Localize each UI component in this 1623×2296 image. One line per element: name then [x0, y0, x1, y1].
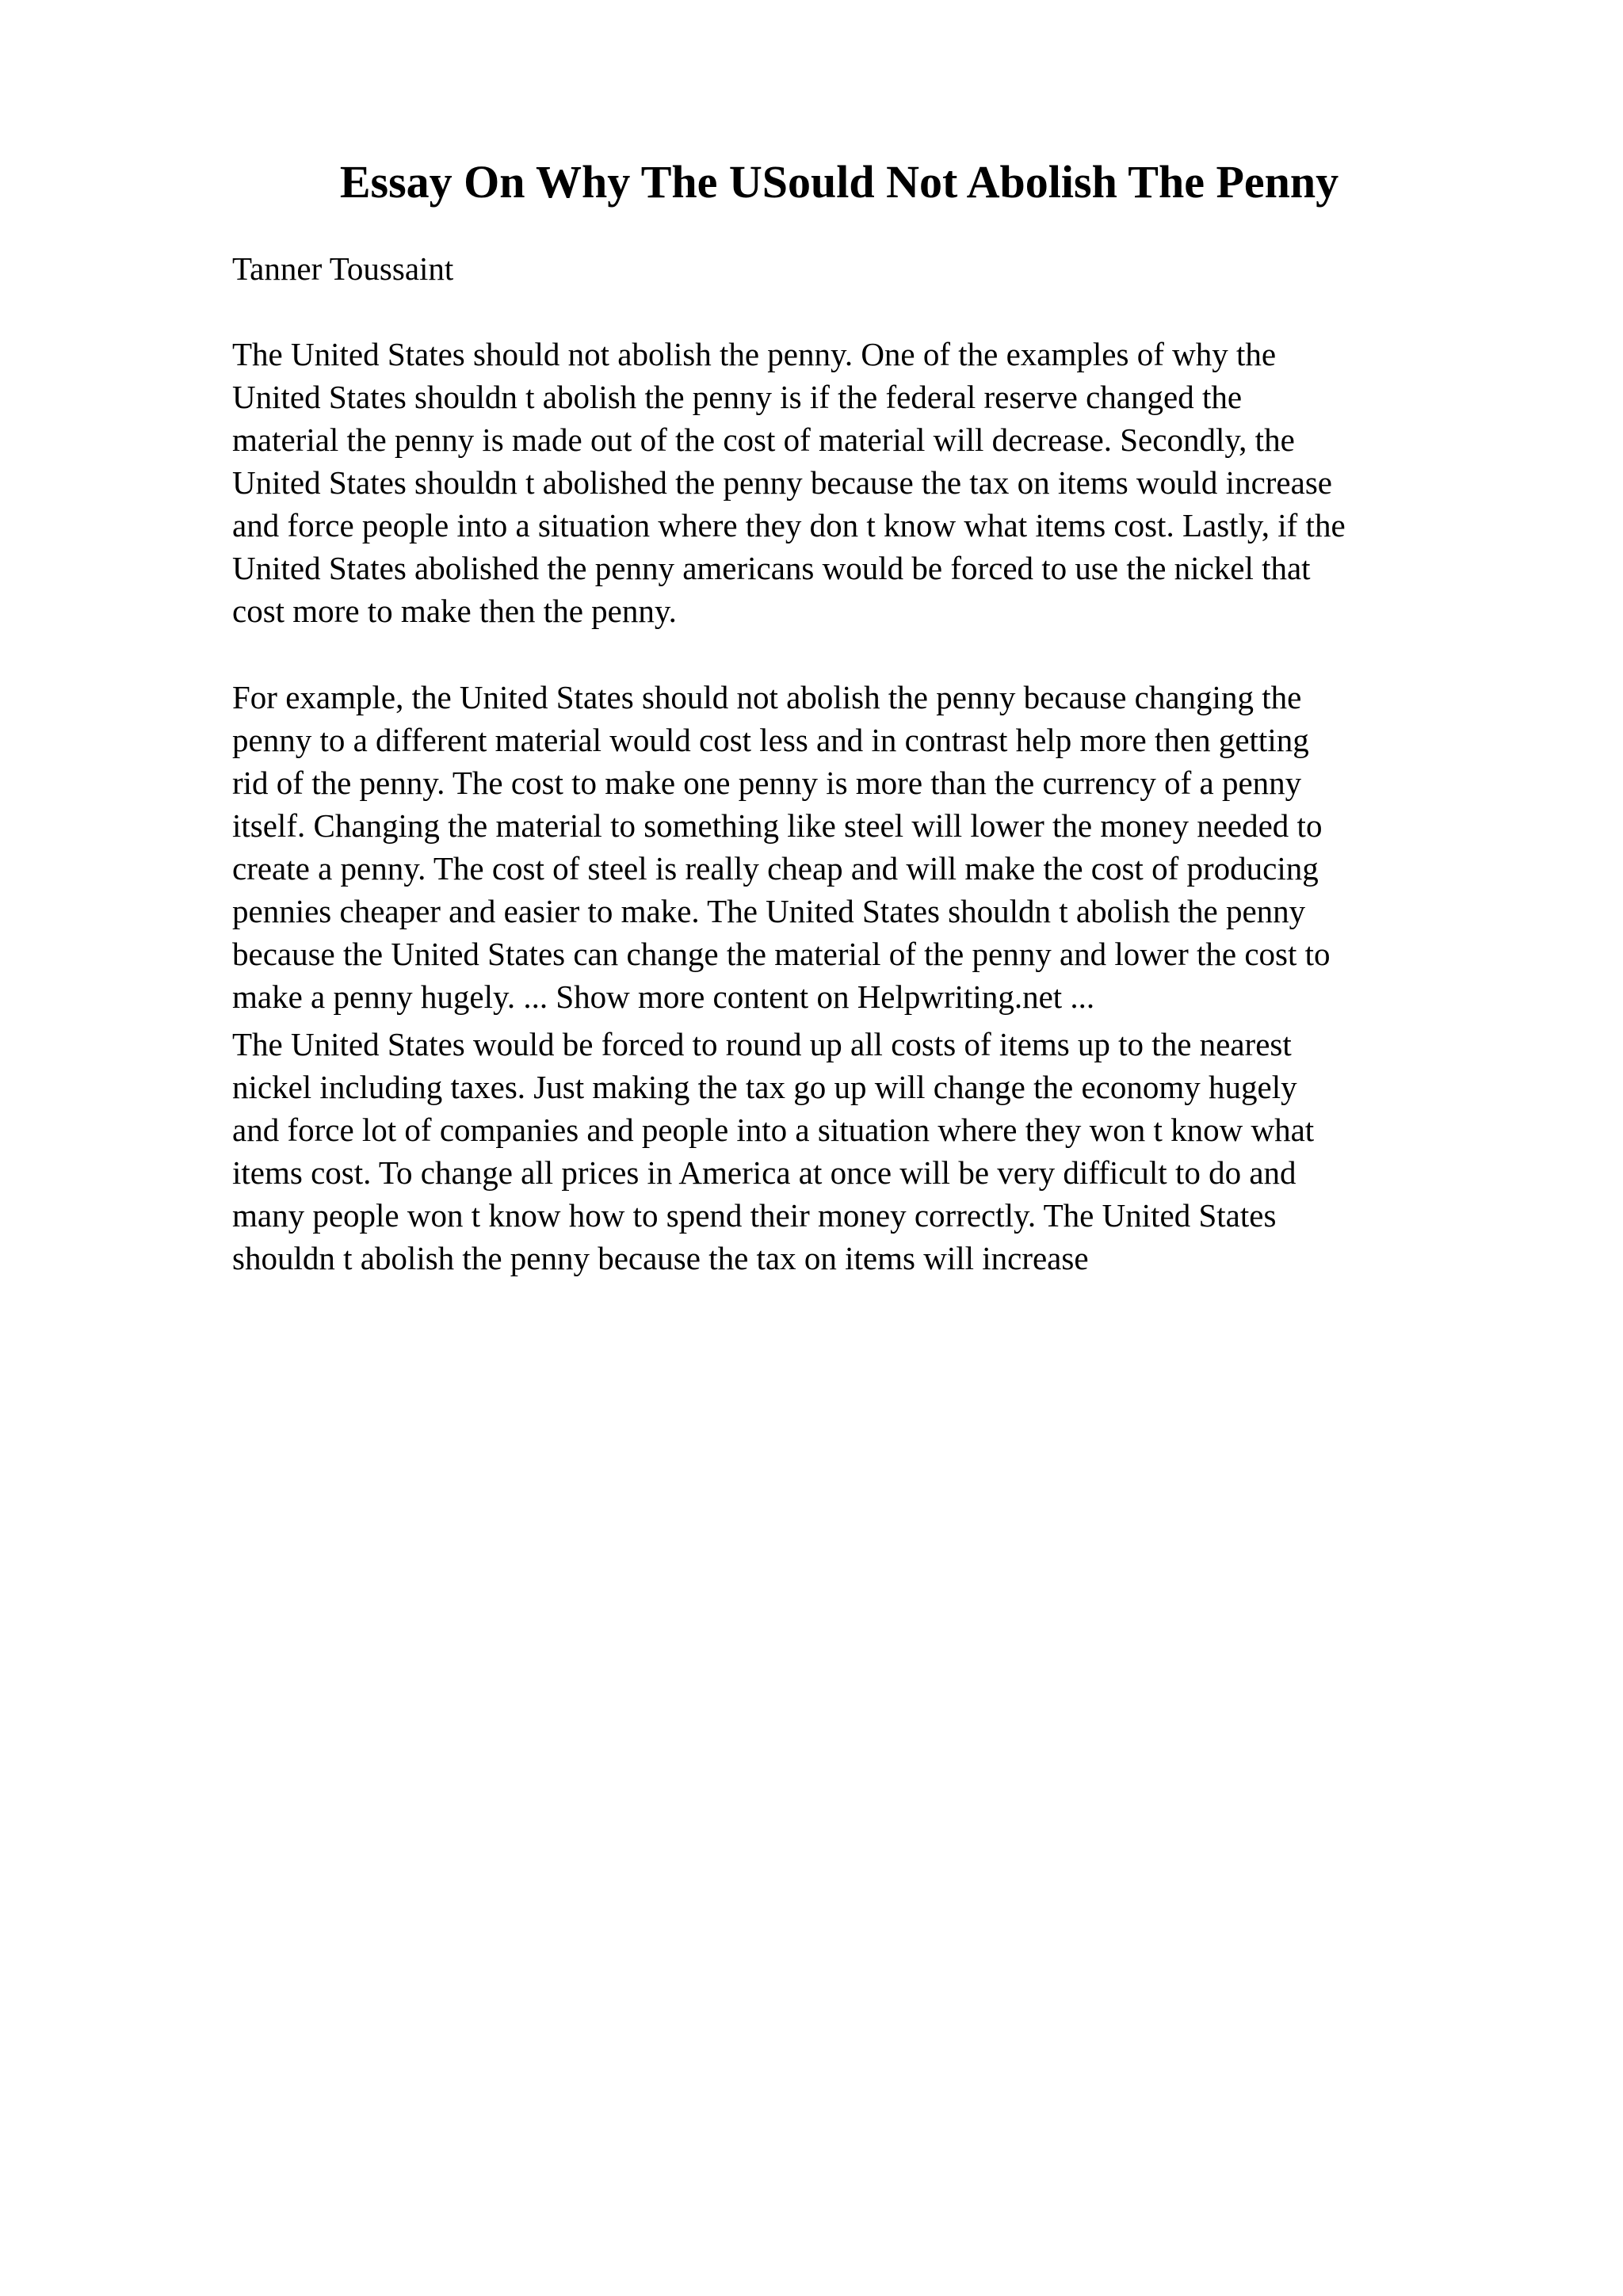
paragraph-line: nickel including taxes. Just making the tax go up will change the economy hugely	[232, 1069, 1297, 1105]
essay-title: Essay On Why The USould Not Abolish The Penny	[339, 156, 1339, 208]
paragraph-line: and force people into a situation where they don t know what items cost. Lastly, if the	[232, 507, 1346, 543]
paragraph-line: United States shouldn t abolish the penny is if the federal reserve changed the	[232, 379, 1243, 415]
paragraph-line: penny to a different material would cost less and in contrast help more then getting	[232, 722, 1309, 758]
paragraph-1	[232, 333, 1346, 632]
paragraph-line: create a penny. The cost of steel is really cheap and will make the cost of producing	[232, 850, 1319, 887]
paragraph-line: many people won t know how to spend their money correctly. The United States	[232, 1197, 1277, 1234]
paragraph-line: United States shouldn t abolished the penny because the tax on items would increase	[232, 464, 1332, 501]
paragraph-line: make a penny hugely. ... Show more content on Helpwriting.net ...	[232, 978, 1095, 1015]
paragraph-line: itself. Changing the material to something like steel will lower the money needed to	[232, 807, 1323, 844]
paragraph-line: The United States should not abolish the penny. One of the examples of why the	[232, 336, 1277, 372]
paragraph-line: cost more to make then the penny.	[232, 593, 677, 629]
paragraph-line: pennies cheaper and easier to make. The United States shouldn t abolish the penny	[232, 893, 1306, 929]
paragraph-2	[232, 676, 1331, 1018]
author-name: Tanner Toussaint	[232, 250, 454, 287]
paragraph-line: and force lot of companies and people into a situation where they won t know what	[232, 1112, 1315, 1148]
paragraph-line: material the penny is made out of the cost of material will decrease. Secondly, the	[232, 421, 1295, 458]
paragraph-line: because the United States can change the material of the penny and lower the cost to	[232, 936, 1331, 972]
paragraph-line: For example, the United States should not abolish the penny because changing the	[232, 679, 1302, 715]
paragraph-line: shouldn t abolish the penny because the tax on items will increase	[232, 1240, 1089, 1276]
paragraph-line: The United States would be forced to round up all costs of items up to the nearest	[232, 1026, 1292, 1062]
paragraph-line: United States abolished the penny americans would be forced to use the nickel that	[232, 550, 1311, 586]
paragraph-line: items cost. To change all prices in America at once will be very difficult to do and	[232, 1154, 1296, 1191]
paragraph-3	[232, 1023, 1314, 1280]
paragraph-line: rid of the penny. The cost to make one penny is more than the currency of a penny	[232, 765, 1302, 801]
